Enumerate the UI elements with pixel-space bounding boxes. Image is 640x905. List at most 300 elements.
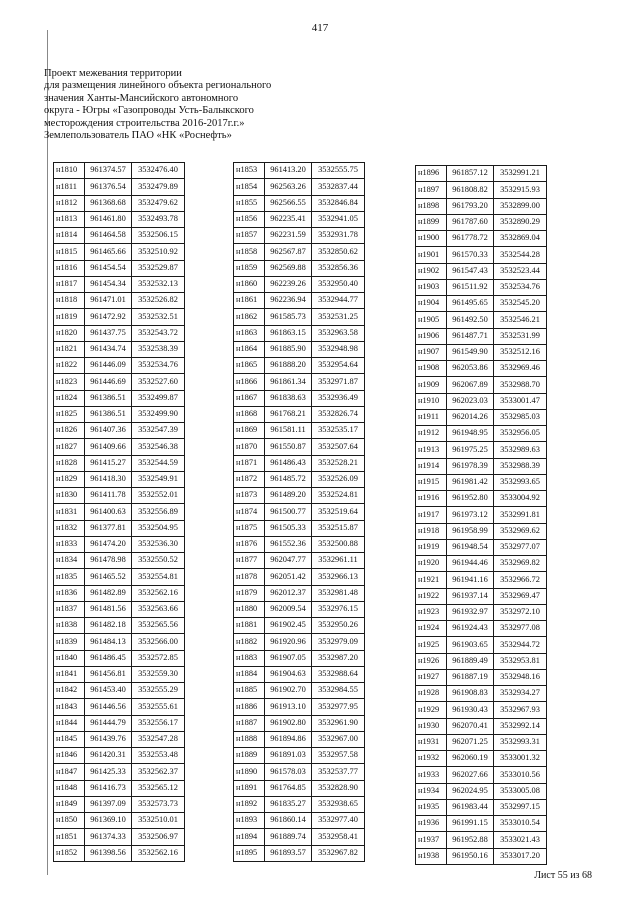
- table-row: [234, 471, 365, 487]
- point-id-cell: н1937: [416, 832, 447, 848]
- x-coordinate-cell: 961888.20: [265, 358, 312, 374]
- y-coordinate-cell: 3532479.62: [132, 195, 185, 211]
- table-row: [54, 195, 185, 211]
- point-id-cell: н1825: [54, 406, 85, 422]
- table-row: [416, 539, 547, 555]
- point-id-cell: н1936: [416, 816, 447, 832]
- x-coordinate-cell: 961904.63: [265, 666, 312, 682]
- table-row: [234, 260, 365, 276]
- table-row: [416, 231, 547, 247]
- x-coordinate-cell: 961885.90: [265, 341, 312, 357]
- x-coordinate-cell: 962053.86: [447, 361, 494, 377]
- y-coordinate-cell: 3532977.95: [312, 699, 365, 715]
- table-row: [54, 553, 185, 569]
- table-row: [54, 244, 185, 260]
- table-row: [54, 390, 185, 406]
- point-id-cell: н1816: [54, 260, 85, 276]
- y-coordinate-cell: 3532972.10: [494, 604, 547, 620]
- point-id-cell: н1879: [234, 585, 265, 601]
- y-coordinate-cell: 3533004.92: [494, 491, 547, 507]
- x-coordinate-cell: 961369.10: [85, 813, 132, 829]
- point-id-cell: н1908: [416, 361, 447, 377]
- y-coordinate-cell: 3532988.64: [312, 666, 365, 682]
- point-id-cell: н1815: [54, 244, 85, 260]
- point-id-cell: н1822: [54, 358, 85, 374]
- table-row: [416, 214, 547, 230]
- point-id-cell: н1824: [54, 390, 85, 406]
- table-row: [54, 813, 185, 829]
- x-coordinate-cell: 961446.69: [85, 374, 132, 390]
- point-id-cell: н1873: [234, 488, 265, 504]
- table-row: [54, 796, 185, 812]
- y-coordinate-cell: 3532553.48: [132, 748, 185, 764]
- x-coordinate-cell: 961578.03: [265, 764, 312, 780]
- y-coordinate-cell: 3532555.75: [312, 163, 365, 179]
- y-coordinate-cell: 3532899.00: [494, 198, 547, 214]
- point-id-cell: н1841: [54, 666, 85, 682]
- point-id-cell: н1901: [416, 247, 447, 263]
- y-coordinate-cell: 3532890.29: [494, 214, 547, 230]
- y-coordinate-cell: 3532869.04: [494, 231, 547, 247]
- table-row: [416, 556, 547, 572]
- table-row: [416, 783, 547, 799]
- point-id-cell: н1857: [234, 228, 265, 244]
- table-row: [234, 536, 365, 552]
- x-coordinate-cell: 961397.09: [85, 796, 132, 812]
- y-coordinate-cell: 3532971.87: [312, 374, 365, 390]
- document-heading: [44, 68, 344, 142]
- y-coordinate-cell: 3532997.15: [494, 799, 547, 815]
- table-row: [234, 520, 365, 536]
- x-coordinate-cell: 961913.10: [265, 699, 312, 715]
- table-row: [234, 634, 365, 650]
- heading-line: Проект межевания территории: [44, 68, 182, 79]
- point-id-cell: н1861: [234, 293, 265, 309]
- table-row: [234, 228, 365, 244]
- x-coordinate-cell: 961425.33: [85, 764, 132, 780]
- y-coordinate-cell: 3532984.55: [312, 683, 365, 699]
- x-coordinate-cell: 961453.40: [85, 683, 132, 699]
- table-row: [54, 293, 185, 309]
- table-row: [54, 601, 185, 617]
- point-id-cell: н1909: [416, 377, 447, 393]
- y-coordinate-cell: 3532977.40: [312, 813, 365, 829]
- table-row: [416, 523, 547, 539]
- table-row: [416, 686, 547, 702]
- margin-line: [47, 30, 48, 875]
- point-id-cell: н1868: [234, 406, 265, 422]
- x-coordinate-cell: 961907.05: [265, 650, 312, 666]
- point-id-cell: н1935: [416, 799, 447, 815]
- table-row: [234, 683, 365, 699]
- table-row: [416, 572, 547, 588]
- x-coordinate-cell: 961903.65: [447, 637, 494, 653]
- x-coordinate-cell: 961981.42: [447, 474, 494, 490]
- y-coordinate-cell: 3532969.47: [494, 588, 547, 604]
- x-coordinate-cell: 961861.34: [265, 374, 312, 390]
- x-coordinate-cell: 961902.70: [265, 683, 312, 699]
- table-row: [416, 328, 547, 344]
- x-coordinate-cell: 962023.03: [447, 393, 494, 409]
- point-id-cell: н1810: [54, 163, 85, 179]
- x-coordinate-cell: 961975.25: [447, 442, 494, 458]
- table-row: [416, 361, 547, 377]
- x-coordinate-cell: 961398.56: [85, 845, 132, 861]
- x-coordinate-cell: 961415.27: [85, 455, 132, 471]
- table-row: [54, 634, 185, 650]
- table-row: [54, 423, 185, 439]
- x-coordinate-cell: 961420.31: [85, 748, 132, 764]
- y-coordinate-cell: 3532969.46: [494, 361, 547, 377]
- x-coordinate-cell: 961485.72: [265, 471, 312, 487]
- x-coordinate-cell: 961374.33: [85, 829, 132, 845]
- table-row: [416, 669, 547, 685]
- y-coordinate-cell: 3532535.17: [312, 423, 365, 439]
- point-id-cell: н1888: [234, 731, 265, 747]
- table-row: [54, 731, 185, 747]
- point-id-cell: н1896: [416, 166, 447, 182]
- x-coordinate-cell: 961411.78: [85, 488, 132, 504]
- point-id-cell: н1919: [416, 539, 447, 555]
- y-coordinate-cell: 3532963.58: [312, 325, 365, 341]
- table-row: [416, 247, 547, 263]
- y-coordinate-cell: 3532988.39: [494, 458, 547, 474]
- table-row: [234, 650, 365, 666]
- x-coordinate-cell: 961489.20: [265, 488, 312, 504]
- y-coordinate-cell: 3532991.81: [494, 507, 547, 523]
- point-id-cell: н1850: [54, 813, 85, 829]
- point-id-cell: н1898: [416, 198, 447, 214]
- y-coordinate-cell: 3532944.72: [494, 637, 547, 653]
- y-coordinate-cell: 3532961.90: [312, 715, 365, 731]
- point-id-cell: н1855: [234, 195, 265, 211]
- x-coordinate-cell: 961409.66: [85, 439, 132, 455]
- y-coordinate-cell: 3532549.91: [132, 471, 185, 487]
- table-row: [416, 588, 547, 604]
- point-id-cell: н1859: [234, 260, 265, 276]
- y-coordinate-cell: 3532506.97: [132, 829, 185, 845]
- x-coordinate-cell: 961787.60: [447, 214, 494, 230]
- point-id-cell: н1839: [54, 634, 85, 650]
- table-row: [416, 442, 547, 458]
- table-row: [234, 211, 365, 227]
- point-id-cell: н1849: [54, 796, 85, 812]
- y-coordinate-cell: 3533010.56: [494, 767, 547, 783]
- x-coordinate-cell: 961437.75: [85, 325, 132, 341]
- point-id-cell: н1885: [234, 683, 265, 699]
- x-coordinate-cell: 961550.87: [265, 439, 312, 455]
- point-id-cell: н1881: [234, 618, 265, 634]
- x-coordinate-cell: 961434.74: [85, 341, 132, 357]
- table-row: [234, 276, 365, 292]
- y-coordinate-cell: 3532555.61: [132, 699, 185, 715]
- x-coordinate-cell: 961838.63: [265, 390, 312, 406]
- y-coordinate-cell: 3532543.72: [132, 325, 185, 341]
- point-id-cell: н1875: [234, 520, 265, 536]
- table-row: [54, 666, 185, 682]
- y-coordinate-cell: 3532526.09: [312, 471, 365, 487]
- y-coordinate-cell: 3532555.29: [132, 683, 185, 699]
- table-row: [54, 455, 185, 471]
- x-coordinate-cell: 961768.21: [265, 406, 312, 422]
- table-row: [416, 767, 547, 783]
- heading-line: Землепользователь ПАО «НК «Роснефть»: [44, 130, 232, 142]
- y-coordinate-cell: 3532544.59: [132, 455, 185, 471]
- point-id-cell: н1865: [234, 358, 265, 374]
- x-coordinate-cell: 962067.89: [447, 377, 494, 393]
- y-coordinate-cell: 3532826.74: [312, 406, 365, 422]
- y-coordinate-cell: 3532519.64: [312, 504, 365, 520]
- x-coordinate-cell: 962563.26: [265, 179, 312, 195]
- point-id-cell: н1933: [416, 767, 447, 783]
- x-coordinate-cell: 962024.95: [447, 783, 494, 799]
- y-coordinate-cell: 3532950.26: [312, 618, 365, 634]
- point-id-cell: н1906: [416, 328, 447, 344]
- point-id-cell: н1871: [234, 455, 265, 471]
- y-coordinate-cell: 3532476.40: [132, 163, 185, 179]
- y-coordinate-cell: 3532850.62: [312, 244, 365, 260]
- x-coordinate-cell: 962051.42: [265, 569, 312, 585]
- x-coordinate-cell: 961454.54: [85, 260, 132, 276]
- x-coordinate-cell: 962236.94: [265, 293, 312, 309]
- x-coordinate-cell: 961464.58: [85, 228, 132, 244]
- x-coordinate-cell: 961764.85: [265, 780, 312, 796]
- table-row: [234, 845, 365, 861]
- table-row: [416, 604, 547, 620]
- x-coordinate-cell: 961444.79: [85, 715, 132, 731]
- x-coordinate-cell: 961413.20: [265, 163, 312, 179]
- table-row: [234, 748, 365, 764]
- table-row: [234, 358, 365, 374]
- table-row: [234, 813, 365, 829]
- x-coordinate-cell: 961944.46: [447, 556, 494, 572]
- table-row: [54, 520, 185, 536]
- table-row: [234, 553, 365, 569]
- point-id-cell: н1902: [416, 263, 447, 279]
- point-id-cell: н1847: [54, 764, 85, 780]
- table-row: [416, 458, 547, 474]
- x-coordinate-cell: 962009.54: [265, 601, 312, 617]
- y-coordinate-cell: 3532936.49: [312, 390, 365, 406]
- y-coordinate-cell: 3532550.52: [132, 553, 185, 569]
- x-coordinate-cell: 961808.82: [447, 182, 494, 198]
- table-row: [54, 260, 185, 276]
- point-id-cell: н1858: [234, 244, 265, 260]
- y-coordinate-cell: 3532546.38: [132, 439, 185, 455]
- table-row: [234, 764, 365, 780]
- page-number: 417: [311, 22, 329, 34]
- x-coordinate-cell: 961894.86: [265, 731, 312, 747]
- y-coordinate-cell: 3532566.00: [132, 634, 185, 650]
- x-coordinate-cell: 961376.54: [85, 179, 132, 195]
- table-row: [54, 276, 185, 292]
- table-row: [416, 702, 547, 718]
- x-coordinate-cell: 962566.55: [265, 195, 312, 211]
- point-id-cell: н1844: [54, 715, 85, 731]
- y-coordinate-cell: 3532556.17: [132, 715, 185, 731]
- point-id-cell: н1843: [54, 699, 85, 715]
- x-coordinate-cell: 961486.43: [265, 455, 312, 471]
- y-coordinate-cell: 3532828.90: [312, 780, 365, 796]
- table-row: [54, 471, 185, 487]
- coordinates-table-1: [53, 162, 185, 862]
- table-row: [416, 816, 547, 832]
- table-row: [54, 309, 185, 325]
- x-coordinate-cell: 961930.43: [447, 702, 494, 718]
- x-coordinate-cell: 961461.80: [85, 211, 132, 227]
- table-row: [234, 796, 365, 812]
- point-id-cell: н1894: [234, 829, 265, 845]
- table-row: [54, 358, 185, 374]
- y-coordinate-cell: 3532531.99: [494, 328, 547, 344]
- table-row: [54, 163, 185, 179]
- point-id-cell: н1938: [416, 848, 447, 864]
- x-coordinate-cell: 961920.96: [265, 634, 312, 650]
- sheet-counter: Лист 55 из 68: [534, 870, 592, 881]
- x-coordinate-cell: 961400.63: [85, 504, 132, 520]
- table-row: [416, 166, 547, 182]
- y-coordinate-cell: 3532500.88: [312, 536, 365, 552]
- y-coordinate-cell: 3532499.87: [132, 390, 185, 406]
- x-coordinate-cell: 961481.56: [85, 601, 132, 617]
- y-coordinate-cell: 3532510.01: [132, 813, 185, 829]
- x-coordinate-cell: 962235.41: [265, 211, 312, 227]
- x-coordinate-cell: 961973.12: [447, 507, 494, 523]
- y-coordinate-cell: 3532987.20: [312, 650, 365, 666]
- table-row: [234, 569, 365, 585]
- point-id-cell: н1884: [234, 666, 265, 682]
- y-coordinate-cell: 3532547.28: [132, 731, 185, 747]
- heading-line: для размещения линейного объекта регионального: [44, 80, 272, 92]
- y-coordinate-cell: 3532565.12: [132, 780, 185, 796]
- y-coordinate-cell: 3532969.82: [494, 556, 547, 572]
- point-id-cell: н1840: [54, 650, 85, 666]
- y-coordinate-cell: 3532992.14: [494, 718, 547, 734]
- table-row: [54, 585, 185, 601]
- table-row: [234, 601, 365, 617]
- point-id-cell: н1823: [54, 374, 85, 390]
- y-coordinate-cell: 3532966.13: [312, 569, 365, 585]
- x-coordinate-cell: 961948.54: [447, 539, 494, 555]
- point-id-cell: н1860: [234, 276, 265, 292]
- table-row: [234, 244, 365, 260]
- table-row: [54, 829, 185, 845]
- table-row: [234, 163, 365, 179]
- point-id-cell: н1886: [234, 699, 265, 715]
- y-coordinate-cell: 3532537.77: [312, 764, 365, 780]
- x-coordinate-cell: 961377.81: [85, 520, 132, 536]
- table-row: [416, 474, 547, 490]
- y-coordinate-cell: 3533017.20: [494, 848, 547, 864]
- point-id-cell: н1911: [416, 409, 447, 425]
- table-row: [234, 179, 365, 195]
- point-id-cell: н1812: [54, 195, 85, 211]
- y-coordinate-cell: 3532948.16: [494, 669, 547, 685]
- table-row: [54, 406, 185, 422]
- table-row: [416, 832, 547, 848]
- point-id-cell: н1931: [416, 734, 447, 750]
- y-coordinate-cell: 3532938.65: [312, 796, 365, 812]
- point-id-cell: н1899: [416, 214, 447, 230]
- y-coordinate-cell: 3532559.30: [132, 666, 185, 682]
- table-row: [234, 195, 365, 211]
- point-id-cell: н1893: [234, 813, 265, 829]
- x-coordinate-cell: 961446.56: [85, 699, 132, 715]
- x-coordinate-cell: 961416.73: [85, 780, 132, 796]
- point-id-cell: н1869: [234, 423, 265, 439]
- x-coordinate-cell: 961908.83: [447, 686, 494, 702]
- x-coordinate-cell: 961778.72: [447, 231, 494, 247]
- table-row: [234, 829, 365, 845]
- table-row: [416, 848, 547, 864]
- x-coordinate-cell: 961484.13: [85, 634, 132, 650]
- x-coordinate-cell: 962014.26: [447, 409, 494, 425]
- y-coordinate-cell: 3532562.16: [132, 845, 185, 861]
- point-id-cell: н1814: [54, 228, 85, 244]
- table-row: [416, 393, 547, 409]
- point-id-cell: н1926: [416, 653, 447, 669]
- x-coordinate-cell: 961924.43: [447, 621, 494, 637]
- y-coordinate-cell: 3533021.43: [494, 832, 547, 848]
- y-coordinate-cell: 3532506.15: [132, 228, 185, 244]
- x-coordinate-cell: 961863.15: [265, 325, 312, 341]
- table-row: [416, 621, 547, 637]
- point-id-cell: н1866: [234, 374, 265, 390]
- point-id-cell: н1867: [234, 390, 265, 406]
- y-coordinate-cell: 3532552.01: [132, 488, 185, 504]
- point-id-cell: н1811: [54, 179, 85, 195]
- x-coordinate-cell: 961937.14: [447, 588, 494, 604]
- y-coordinate-cell: 3532988.70: [494, 377, 547, 393]
- table-row: [416, 263, 547, 279]
- x-coordinate-cell: 961471.01: [85, 293, 132, 309]
- x-coordinate-cell: 961465.66: [85, 244, 132, 260]
- point-id-cell: н1854: [234, 179, 265, 195]
- table-row: [416, 198, 547, 214]
- table-row: [54, 748, 185, 764]
- point-id-cell: н1920: [416, 556, 447, 572]
- y-coordinate-cell: 3532934.27: [494, 686, 547, 702]
- point-id-cell: н1889: [234, 748, 265, 764]
- point-id-cell: н1927: [416, 669, 447, 685]
- table-row: [234, 699, 365, 715]
- point-id-cell: н1831: [54, 504, 85, 520]
- y-coordinate-cell: 3532941.05: [312, 211, 365, 227]
- table-row: [234, 374, 365, 390]
- table-row: [416, 751, 547, 767]
- table-row: [416, 296, 547, 312]
- y-coordinate-cell: 3533005.08: [494, 783, 547, 799]
- x-coordinate-cell: 961500.77: [265, 504, 312, 520]
- y-coordinate-cell: 3532976.15: [312, 601, 365, 617]
- point-id-cell: н1833: [54, 536, 85, 552]
- y-coordinate-cell: 3532563.66: [132, 601, 185, 617]
- table-row: [416, 637, 547, 653]
- table-row: [234, 618, 365, 634]
- y-coordinate-cell: 3532989.63: [494, 442, 547, 458]
- point-id-cell: н1835: [54, 569, 85, 585]
- y-coordinate-cell: 3532931.78: [312, 228, 365, 244]
- table-row: [54, 228, 185, 244]
- y-coordinate-cell: 3532554.81: [132, 569, 185, 585]
- point-id-cell: н1907: [416, 344, 447, 360]
- y-coordinate-cell: 3532512.16: [494, 344, 547, 360]
- point-id-cell: н1877: [234, 553, 265, 569]
- x-coordinate-cell: 961793.20: [447, 198, 494, 214]
- x-coordinate-cell: 962231.59: [265, 228, 312, 244]
- y-coordinate-cell: 3532967.93: [494, 702, 547, 718]
- x-coordinate-cell: 961978.39: [447, 458, 494, 474]
